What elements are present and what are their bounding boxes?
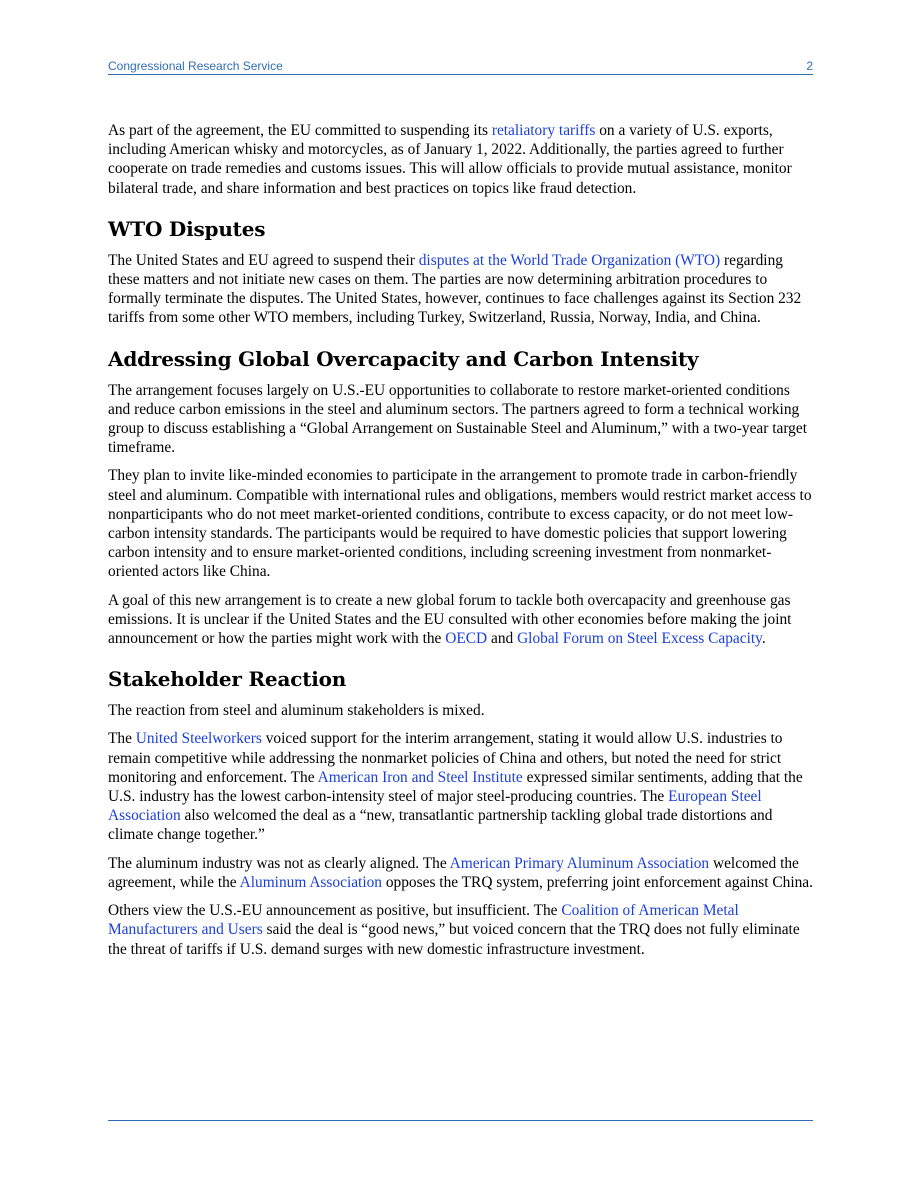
link-oecd[interactable]: OECD (445, 630, 488, 648)
paragraph-invite-economies: They plan to invite like-minded economies to participate in the arrangement to promote trade in carbon-friendly steel and aluminum. Compatible with international rules and obligations, members would restrict market access to nonparticipants who do not meet market-oriented conditions, contribute to excess capacity, or do not meet low-carbon intensity standards. The participants would be required to have domestic policies that support lowering carbon intensity and to ensure market-oriented conditions, including screening investment from nonmarket-oriented actors like China. (108, 467, 812, 581)
paragraph-eu-commitments: As part of the agreement, the EU committed to suspending its retaliatory tariffs on a variety of U.S. exports, including American whisky and motorcycles, as of January 1, 2022. Additionally, the parties agreed to further cooperate on trade remedies and customs issues. This will allow officials to provide mutual assistance, monitor bilateral trade, and share information and best practices on topics like fraud detection. (108, 122, 792, 197)
link-wto-disputes[interactable]: disputes at the World Trade Organization (WTO) (418, 251, 721, 269)
page-number: 2 (806, 59, 813, 73)
paragraph-global-forum: A goal of this new arrangement is to create a new global forum to tackle both overcapacity and greenhouse gas emissions. It is unclear if the United States and the EU consulted with other economies before making the joint announcement or how the parties might work with the OECD and Global Forum on Steel Excess Capacity. (108, 591, 792, 648)
footer-rule (108, 1120, 813, 1121)
paragraph-aluminum-industry: The aluminum industry was not as clearly aligned. The American Primary Aluminum Association welcomed the agreement, while the Aluminum Association opposes the TRQ system, preferring joint enforcement against China. (108, 854, 813, 891)
link-european-steel-association[interactable]: European Steel Association (108, 788, 762, 825)
link-retaliatory-tariffs[interactable]: retaliatory tariffs (491, 122, 596, 139)
running-header (108, 58, 813, 75)
heading-overcapacity: Addressing Global Overcapacity and Carbon Intensity (108, 346, 699, 371)
link-united-steelworkers[interactable]: United Steelworkers (135, 730, 262, 748)
paragraph-reaction-mixed: The reaction from steel and aluminum stakeholders is mixed. (108, 702, 485, 720)
link-american-primary-aluminum[interactable]: American Primary Aluminum Association (449, 854, 710, 872)
paragraph-arrangement-focus: The arrangement focuses largely on U.S.-EU opportunities to collaborate to restore market-oriented conditions and reduce carbon emissions in the steel and aluminum sectors. The partners agreed to form a technical working group to discuss establishing a “Global Arrangement on Sustainable Steel and Aluminum,” with a two-year target timeframe. (108, 381, 807, 457)
link-coalition-metal-manufacturers[interactable]: Coalition of American Metal Manufacturers and Users (108, 902, 739, 939)
paragraph-others-view: Others view the U.S.-EU announcement as positive, but insufficient. The Coalition of American Metal Manufacturers and Users said the deal is “good news,” but voiced concern that the TRQ does not fully eliminate the threat of tariffs if U.S. demand surges with new domestic infrastructure investment. (108, 902, 800, 958)
link-american-iron-steel-institute[interactable]: American Iron and Steel Institute (317, 768, 523, 786)
heading-wto-disputes: WTO Disputes (108, 216, 266, 241)
header-org: Congressional Research Service (108, 59, 283, 73)
heading-stakeholder-reaction: Stakeholder Reaction (108, 667, 347, 692)
document-body (108, 121, 813, 968)
paragraph-steel-stakeholders: The United Steelworkers voiced support for the interim arrangement, stating it would allow U.S. industries to remain competitive while addressing the nonmarket policies of China and others, but noted the need for strict monitoring and enforcement. The American Iron and Steel Institute expressed similar sentiments, adding that the U.S. industry has the lowest carbon-intensity steel of major steel-producing countries. The European Steel Association also welcomed the deal as a “new, transatlantic partnership tackling global trade distortions and climate change together.” (108, 730, 803, 844)
paragraph-wto: The United States and EU agreed to suspend their disputes at the World Trade Organization (WTO) regarding these matters and not initiate new cases on them. The parties are now determining arbitration procedures to formally terminate the disputes. The United States, however, continues to face challenges against its Section 232 tariffs from some other WTO members, including Turkey, Switzerland, Russia, Norway, India, and China. (108, 251, 802, 327)
link-aluminum-association[interactable]: Aluminum Association (239, 873, 382, 891)
link-global-forum-steel[interactable]: Global Forum on Steel Excess Capacity (517, 630, 762, 648)
